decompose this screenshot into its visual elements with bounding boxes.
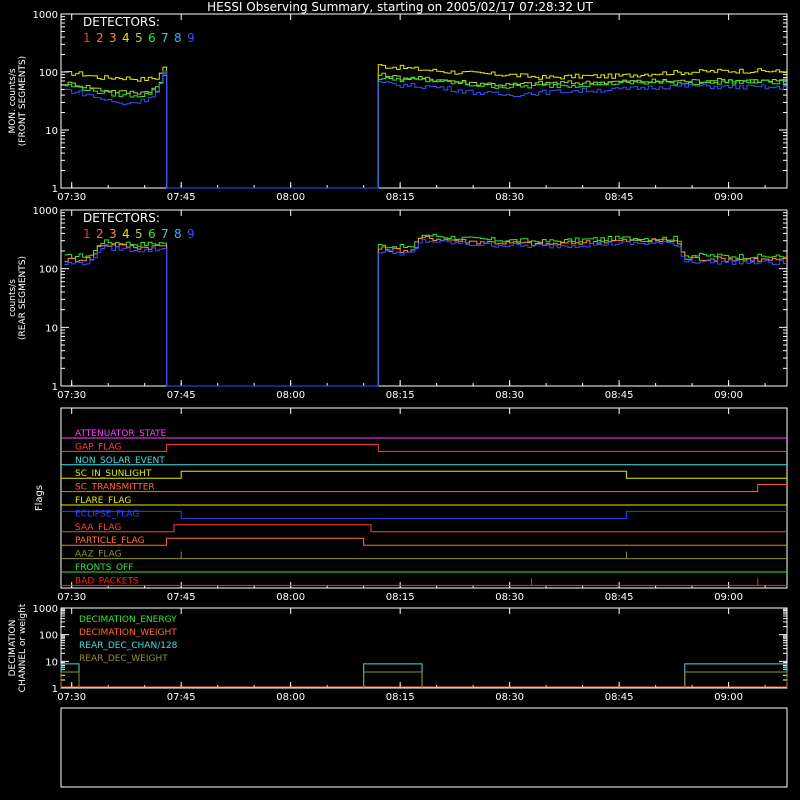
legend-item-detector-2: 2 [96, 31, 104, 45]
x-tick-label: 08:45 [604, 390, 634, 401]
y-tick-label: 1 [51, 184, 58, 195]
y-axis-label: counts/s [8, 279, 18, 317]
series-line-detector-6 [64, 73, 787, 188]
y-tick-label: 1000 [32, 206, 58, 217]
y-tick-label: 100 [38, 264, 58, 276]
flag-line [61, 511, 787, 518]
y-tick-label: 1000 [32, 10, 58, 21]
flag-label: ECLIPSE_FLAG [75, 509, 140, 520]
flag-line [61, 538, 787, 545]
series-line-rear-dec-chan- [61, 664, 787, 688]
x-tick-label: 08:00 [276, 390, 306, 401]
legend-title: DETECTORS: [83, 15, 160, 29]
flag-label: FLARE_FLAG [75, 496, 132, 506]
x-tick-label: 09:00 [714, 692, 744, 703]
series-line-rear-dec-weight [61, 672, 787, 688]
x-tick-label: 08:45 [604, 592, 634, 603]
x-tick-label: 08:30 [495, 192, 525, 203]
series-line-detector-9 [64, 239, 787, 386]
x-tick-label: 08:30 [495, 390, 525, 401]
series-line-detector-9 [64, 71, 787, 188]
legend-item-detector-8: 8 [174, 31, 182, 45]
y-axis-label: DECIMATION [8, 619, 18, 677]
legend-item-detector-1: 1 [83, 31, 91, 45]
flag-line [61, 578, 787, 585]
y-tick-label: 100 [38, 68, 58, 79]
x-tick-label: 08:15 [385, 390, 415, 401]
y-tick-label: 10 [45, 657, 58, 669]
flag-label: ATTENUATOR_STATE [75, 429, 167, 439]
x-tick-label: 08:45 [604, 692, 634, 703]
x-tick-label: 08:00 [276, 592, 306, 603]
x-tick-label: 07:30 [57, 390, 87, 401]
legend-item-detector-6: 6 [148, 31, 156, 45]
page-title: HESSI Observing Summary, starting on 2005/02/17 07:28:32 UT [207, 0, 593, 14]
y-tick-label: 10 [45, 126, 58, 137]
flag-label: FRONTS_OFF [75, 563, 134, 573]
flag-line [61, 444, 787, 451]
x-tick-label: 09:00 [714, 592, 744, 603]
legend-title: DETECTORS: [83, 211, 160, 225]
flag-label: SC_IN_SUNLIGHT [75, 469, 152, 480]
legend-item-detector-4: 4 [122, 227, 130, 241]
series-line-detector-3 [64, 236, 787, 386]
y-tick-label: 1 [51, 382, 58, 393]
x-tick-label: 07:30 [57, 692, 87, 703]
legend-item-decimation: DECIMATION_ENERGY [79, 615, 177, 625]
y-tick-label: 1 [51, 684, 58, 695]
x-tick-label: 07:45 [166, 592, 196, 603]
x-tick-label: 08:15 [385, 692, 415, 703]
flag-line [61, 471, 787, 478]
x-tick-label: 08:15 [385, 592, 415, 603]
legend-item-detector-7: 7 [161, 227, 169, 241]
x-tick-label: 07:30 [57, 192, 87, 203]
legend-item-decimation: REAR_DEC_CHAN/128 [79, 641, 178, 651]
y-axis-label: Flags [34, 484, 45, 512]
flag-line [61, 482, 787, 493]
legend-item-detector-5: 5 [135, 31, 143, 45]
x-tick-label: 09:00 [714, 390, 744, 401]
front-frame [61, 14, 787, 188]
legend-item-detector-6: 6 [148, 227, 156, 241]
x-tick-label: 07:45 [166, 192, 196, 203]
flag-label: BAD_PACKETS [75, 576, 139, 587]
flag-line [61, 549, 787, 560]
flag-label: PARTICLE_FLAG [75, 536, 145, 547]
legend-item-detector-5: 5 [135, 227, 143, 241]
x-tick-label: 07:30 [57, 592, 87, 603]
legend-item-detector-9: 9 [187, 31, 195, 45]
x-tick-label: 08:00 [276, 692, 306, 703]
flag-label: GAP_FLAG [75, 442, 122, 453]
legend-item-decimation: DECIMATION_WEIGHT [79, 628, 177, 638]
y-tick-label: 1000 [32, 604, 58, 615]
flag-label: AAZ_FLAG [75, 549, 122, 560]
x-tick-label: 07:45 [166, 390, 196, 401]
x-tick-label: 08:30 [495, 692, 525, 703]
y-axis-label: MON. counts/s [8, 68, 18, 134]
x-tick-label: 08:00 [276, 192, 306, 203]
flags-frame [61, 408, 787, 588]
x-tick-label: 09:00 [714, 192, 744, 203]
legend-item-detector-9: 9 [187, 227, 195, 241]
legend-item-detector-8: 8 [174, 227, 182, 241]
series-line-detector-6 [64, 234, 787, 386]
flag-label: NON_SOLAR_EVENT [75, 455, 165, 466]
x-tick-label: 08:45 [604, 192, 634, 203]
y-tick-label: 10 [45, 323, 58, 335]
y-tick-label: 100 [38, 630, 58, 642]
x-tick-label: 08:15 [385, 192, 415, 203]
flag-line [61, 522, 787, 533]
y-axis-label: (FRONT SEGMENTS) [18, 55, 28, 147]
y-axis-label: CHANNEL or weight [18, 603, 28, 693]
series-line-detector-5 [64, 73, 787, 188]
legend-item-detector-7: 7 [161, 31, 169, 45]
flag-label: SC_TRANSMITTER [75, 482, 155, 493]
y-axis-label: (REAR SEGMENTS) [18, 255, 28, 341]
rear-frame [61, 210, 787, 386]
livetime-frame [61, 708, 787, 787]
x-tick-label: 07:45 [166, 692, 196, 703]
legend-item-detector-2: 2 [96, 227, 104, 241]
flag-label: SAA_FLAG [75, 522, 122, 533]
legend-item-detector-3: 3 [109, 31, 117, 45]
legend-item-decimation: REAR_DEC_WEIGHT [79, 654, 168, 664]
x-tick-label: 08:30 [495, 592, 525, 603]
legend-item-detector-3: 3 [109, 227, 117, 241]
legend-item-detector-4: 4 [122, 31, 130, 45]
legend-item-detector-1: 1 [83, 227, 91, 241]
